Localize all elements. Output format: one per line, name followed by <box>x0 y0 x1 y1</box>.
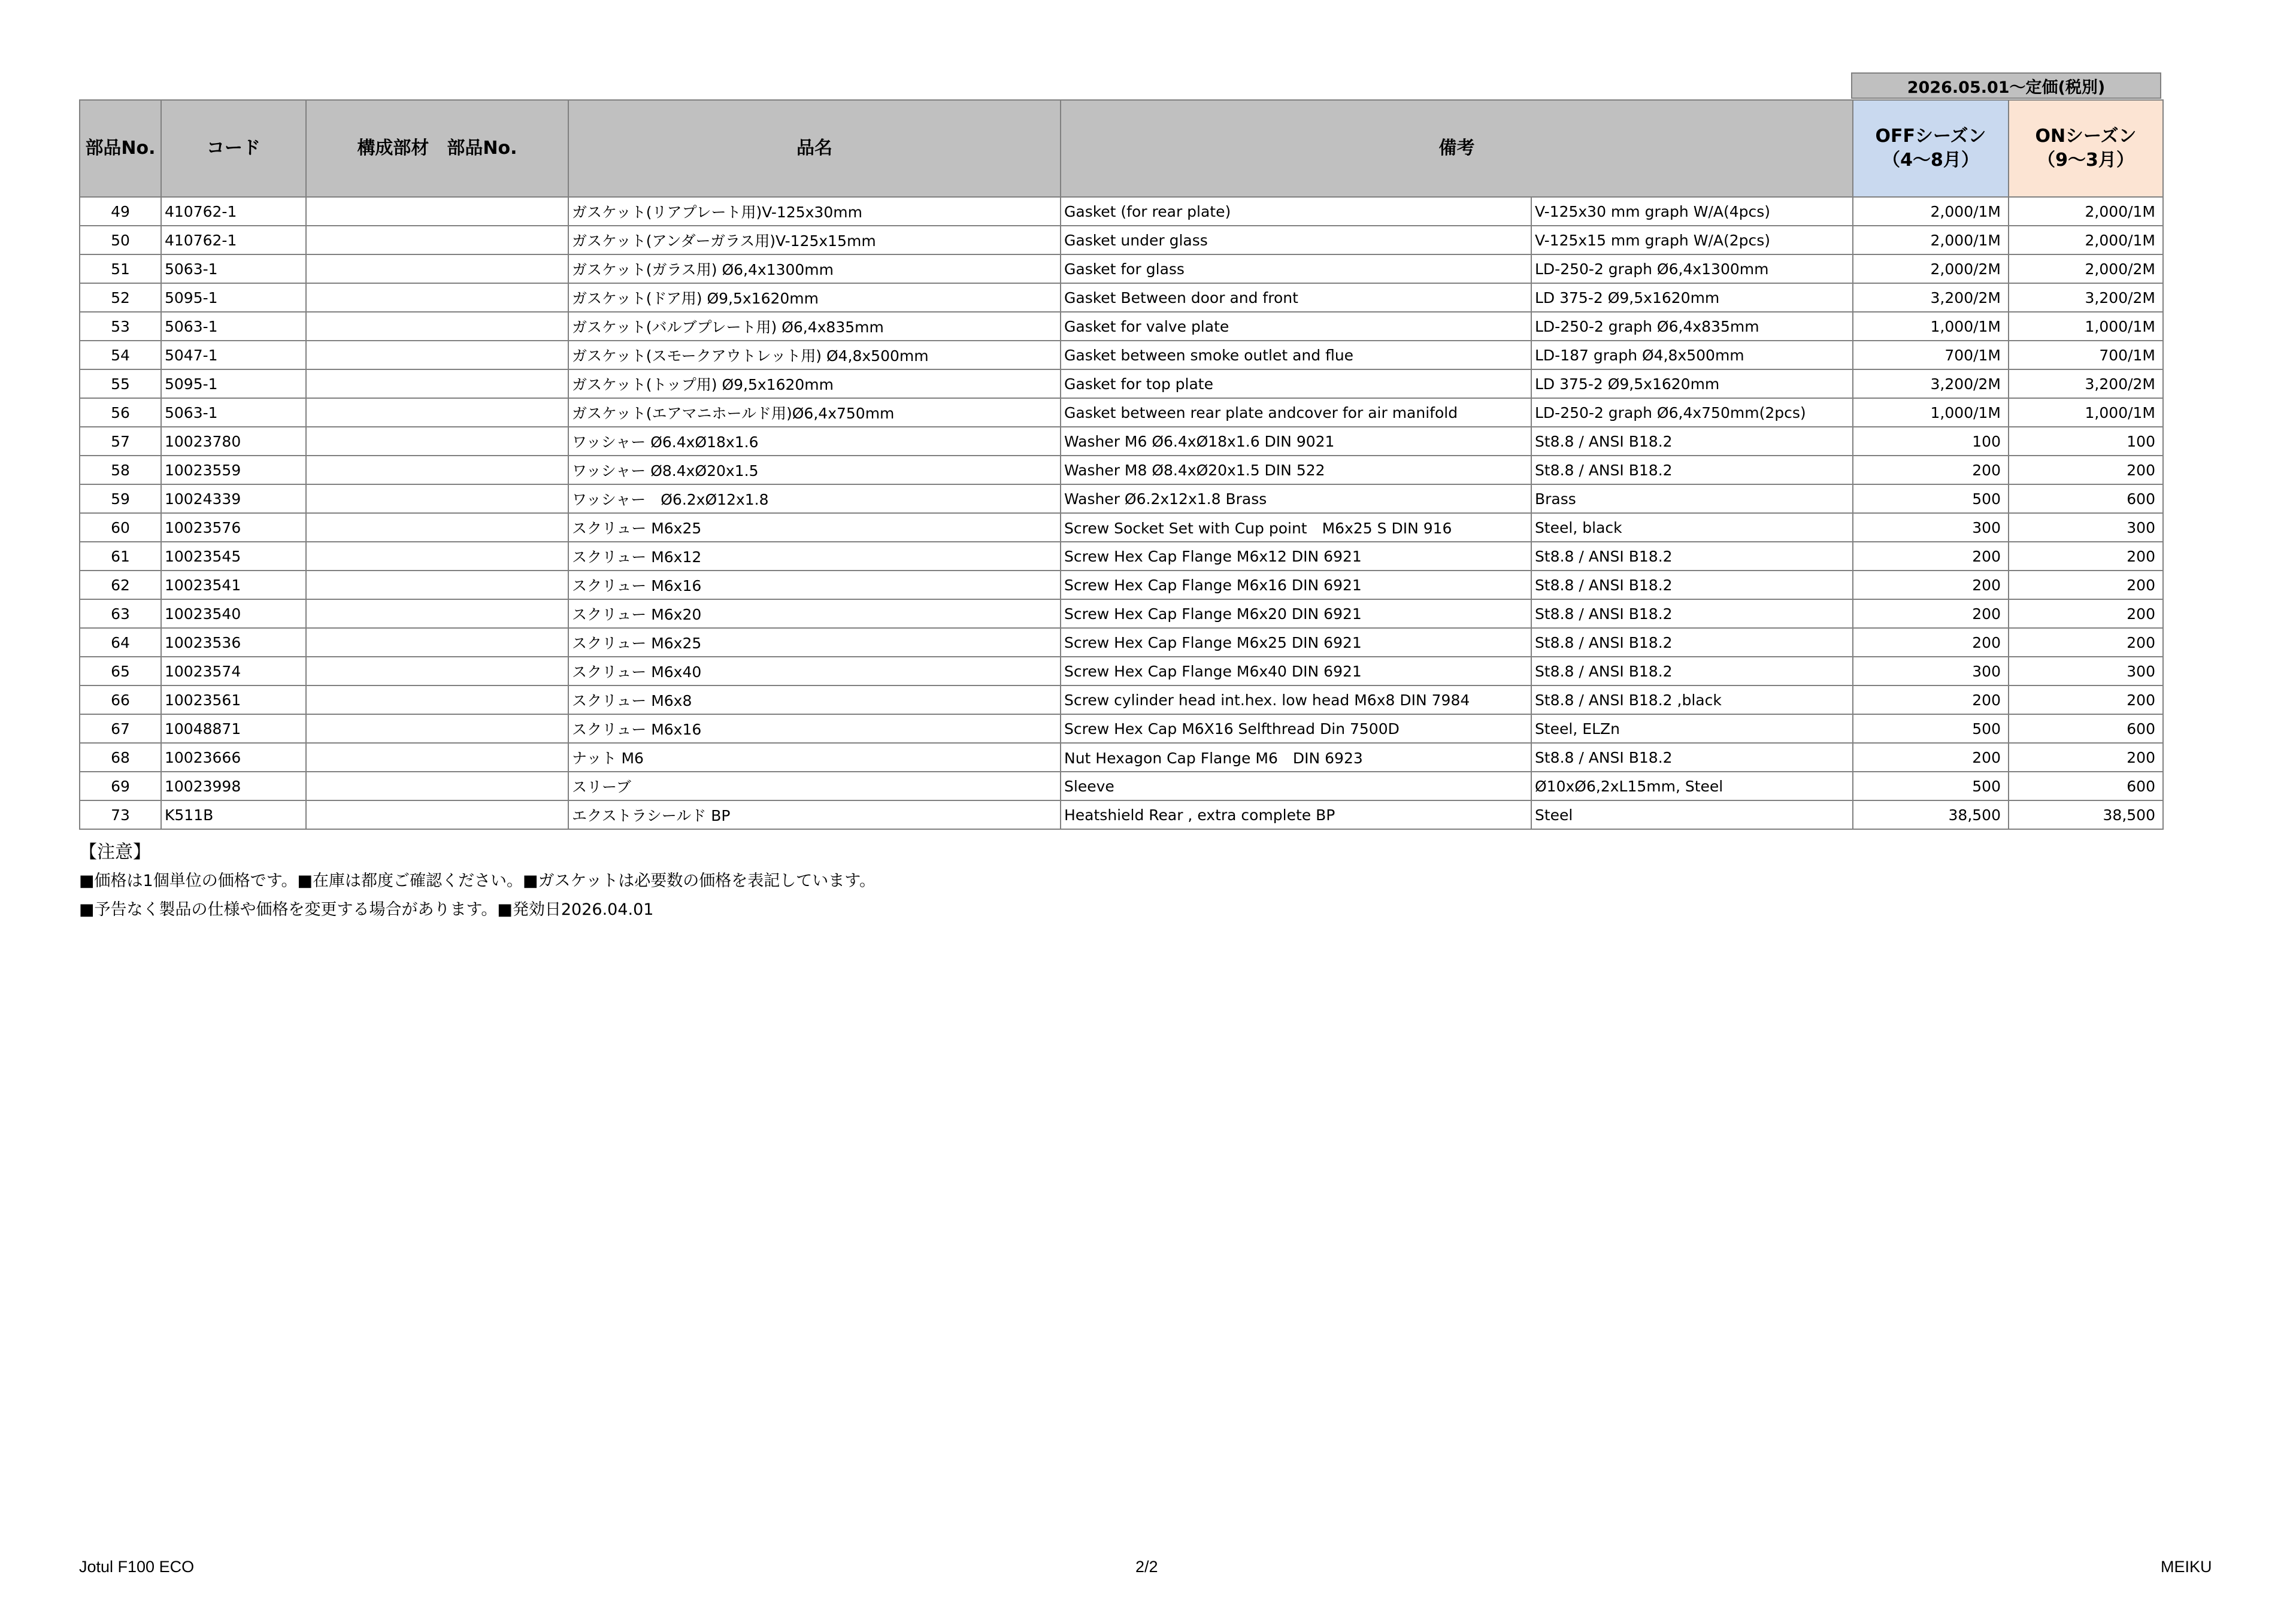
cell-component-no <box>306 283 568 312</box>
cell-off-price: 3,200/2M <box>1853 283 2009 312</box>
cell-remark: Washer M8 Ø8.4xØ20x1.5 DIN 522 <box>1061 456 1531 484</box>
cell-off-price: 100 <box>1853 427 2009 456</box>
cell-name: ガスケット(バルブプレート用) Ø6,4x835mm <box>568 312 1061 341</box>
cell-off-price: 3,200/2M <box>1853 369 2009 398</box>
cell-on-price: 300 <box>2009 657 2163 685</box>
cell-remark: Screw Hex Cap Flange M6x40 DIN 6921 <box>1061 657 1531 685</box>
off-season-months: （4～8月） <box>1882 150 1979 171</box>
cell-off-price: 38,500 <box>1853 800 2009 829</box>
cell-remark: Screw Hex Cap Flange M6x25 DIN 6921 <box>1061 628 1531 657</box>
cell-component-no <box>306 714 568 743</box>
cell-component-no <box>306 743 568 772</box>
cell-part-no: 66 <box>80 685 161 714</box>
cell-part-no: 73 <box>80 800 161 829</box>
table-row <box>80 341 2163 369</box>
off-season-label: OFFシーズン <box>1875 126 1986 147</box>
cell-code: 10023540 <box>161 599 306 628</box>
cell-part-no: 50 <box>80 226 161 254</box>
table-row <box>80 714 2163 743</box>
footer-left-model: Jotul F100 ECO <box>79 1558 195 1576</box>
footer-page-number: 2/2 <box>1135 1558 1158 1576</box>
cell-off-price: 1,000/1M <box>1853 312 2009 341</box>
cell-off-price: 2,000/1M <box>1853 197 2009 226</box>
cell-spec: V-125x30 mm graph W/A(4pcs) <box>1531 197 1853 226</box>
cell-component-no <box>306 513 568 542</box>
table-row <box>80 657 2163 685</box>
cell-code: 10023545 <box>161 542 306 571</box>
cell-part-no: 68 <box>80 743 161 772</box>
cell-spec: St8.8 / ANSI B18.2 <box>1531 427 1853 456</box>
cell-name: ワッシャー Ø8.4xØ20x1.5 <box>568 456 1061 484</box>
cell-spec: St8.8 / ANSI B18.2 <box>1531 599 1853 628</box>
cell-off-price: 1,000/1M <box>1853 398 2009 427</box>
cell-off-price: 500 <box>1853 772 2009 800</box>
cell-part-no: 51 <box>80 254 161 283</box>
cell-code: 10023666 <box>161 743 306 772</box>
cell-component-no <box>306 427 568 456</box>
cell-off-price: 700/1M <box>1853 341 2009 369</box>
cell-on-price: 2,000/2M <box>2009 254 2163 283</box>
table-row <box>80 571 2163 599</box>
cell-remark: Nut Hexagon Cap Flange M6 DIN 6923 <box>1061 743 1531 772</box>
cell-spec: St8.8 / ANSI B18.2 <box>1531 571 1853 599</box>
cell-component-no <box>306 685 568 714</box>
cell-part-no: 56 <box>80 398 161 427</box>
cell-on-price: 300 <box>2009 513 2163 542</box>
cell-component-no <box>306 800 568 829</box>
table-row <box>80 599 2163 628</box>
cell-name: スクリュー M6x20 <box>568 599 1061 628</box>
cell-name: ガスケット(ドア用) Ø9,5x1620mm <box>568 283 1061 312</box>
notes-line-2: ■予告なく製品の仕様や価格を変更する場合があります。■発効日2026.04.01 <box>79 900 654 919</box>
cell-off-price: 500 <box>1853 714 2009 743</box>
table-row <box>80 772 2163 800</box>
cell-name: ワッシャー Ø6.4xØ18x1.6 <box>568 427 1061 456</box>
cell-name: スクリュー M6x25 <box>568 513 1061 542</box>
cell-code: 10023574 <box>161 657 306 685</box>
cell-name: スリーブ <box>568 772 1061 800</box>
cell-code: 5063-1 <box>161 398 306 427</box>
cell-spec: Ø10xØ6,2xL15mm, Steel <box>1531 772 1853 800</box>
cell-on-price: 38,500 <box>2009 800 2163 829</box>
cell-remark: Gasket for top plate <box>1061 369 1531 398</box>
notes-line-1: ■価格は1個単位の価格です。■在庫は都度ご確認ください。■ガスケットは必要数の価格を表記しています。 <box>79 872 876 890</box>
cell-code: 10048871 <box>161 714 306 743</box>
table-header-row <box>80 100 2163 197</box>
cell-code: 5095-1 <box>161 369 306 398</box>
cell-off-price: 200 <box>1853 743 2009 772</box>
cell-remark: Gasket Between door and front <box>1061 283 1531 312</box>
cell-remark: Gasket between rear plate andcover for air manifold <box>1061 398 1531 427</box>
cell-code: 10024339 <box>161 484 306 513</box>
cell-on-price: 700/1M <box>2009 341 2163 369</box>
cell-name: ガスケット(リアプレート用)V-125x30mm <box>568 197 1061 226</box>
cell-on-price: 100 <box>2009 427 2163 456</box>
cell-code: K511B <box>161 800 306 829</box>
cell-name: スクリュー M6x16 <box>568 714 1061 743</box>
cell-on-price: 600 <box>2009 484 2163 513</box>
cell-off-price: 200 <box>1853 456 2009 484</box>
cell-name: ガスケット(トップ用) Ø9,5x1620mm <box>568 369 1061 398</box>
cell-part-no: 69 <box>80 772 161 800</box>
cell-off-price: 2,000/2M <box>1853 254 2009 283</box>
cell-on-price: 2,000/1M <box>2009 197 2163 226</box>
cell-part-no: 58 <box>80 456 161 484</box>
cell-spec: St8.8 / ANSI B18.2 <box>1531 743 1853 772</box>
cell-off-price: 2,000/1M <box>1853 226 2009 254</box>
cell-part-no: 62 <box>80 571 161 599</box>
cell-spec: Steel, ELZn <box>1531 714 1853 743</box>
cell-remark: Screw Socket Set with Cup point M6x25 S DIN 916 <box>1061 513 1531 542</box>
cell-spec: LD-250-2 graph Ø6,4x1300mm <box>1531 254 1853 283</box>
table-row <box>80 743 2163 772</box>
cell-on-price: 2,000/1M <box>2009 226 2163 254</box>
col-header-code: コード <box>161 100 306 197</box>
cell-spec: St8.8 / ANSI B18.2 ,black <box>1531 685 1853 714</box>
table-row <box>80 398 2163 427</box>
cell-part-no: 63 <box>80 599 161 628</box>
cell-on-price: 200 <box>2009 628 2163 657</box>
cell-spec: LD 375-2 Ø9,5x1620mm <box>1531 283 1853 312</box>
cell-part-no: 60 <box>80 513 161 542</box>
table-row <box>80 456 2163 484</box>
cell-on-price: 200 <box>2009 599 2163 628</box>
notes-title: 【注意】 <box>79 842 151 863</box>
cell-code: 5047-1 <box>161 341 306 369</box>
cell-remark: Washer Ø6.2x12x1.8 Brass <box>1061 484 1531 513</box>
cell-remark: Gasket (for rear plate) <box>1061 197 1531 226</box>
cell-name: ガスケット(ガラス用) Ø6,4x1300mm <box>568 254 1061 283</box>
table-row <box>80 628 2163 657</box>
cell-component-no <box>306 254 568 283</box>
cell-spec: LD-187 graph Ø4,8x500mm <box>1531 341 1853 369</box>
cell-spec: LD 375-2 Ø9,5x1620mm <box>1531 369 1853 398</box>
cell-component-no <box>306 226 568 254</box>
cell-component-no <box>306 542 568 571</box>
cell-spec: LD-250-2 graph Ø6,4x750mm(2pcs) <box>1531 398 1853 427</box>
cell-part-no: 54 <box>80 341 161 369</box>
table-row <box>80 542 2163 571</box>
cell-on-price: 200 <box>2009 456 2163 484</box>
cell-part-no: 67 <box>80 714 161 743</box>
table-row <box>80 283 2163 312</box>
cell-name: ガスケット(アンダーガラス用)V-125x15mm <box>568 226 1061 254</box>
table-row <box>80 484 2163 513</box>
cell-spec: St8.8 / ANSI B18.2 <box>1531 657 1853 685</box>
cell-code: 410762-1 <box>161 197 306 226</box>
table-body <box>80 197 2163 829</box>
cell-off-price: 200 <box>1853 571 2009 599</box>
cell-code: 10023576 <box>161 513 306 542</box>
cell-component-no <box>306 657 568 685</box>
cell-part-no: 49 <box>80 197 161 226</box>
cell-name: スクリュー M6x12 <box>568 542 1061 571</box>
cell-off-price: 300 <box>1853 513 2009 542</box>
cell-on-price: 1,000/1M <box>2009 312 2163 341</box>
col-header-off-season <box>1853 100 2009 197</box>
cell-part-no: 53 <box>80 312 161 341</box>
table-row <box>80 197 2163 226</box>
cell-off-price: 200 <box>1853 542 2009 571</box>
col-header-remarks: 備考 <box>1061 100 1853 197</box>
cell-off-price: 500 <box>1853 484 2009 513</box>
cell-component-no <box>306 398 568 427</box>
cell-component-no <box>306 341 568 369</box>
cell-on-price: 3,200/2M <box>2009 283 2163 312</box>
cell-component-no <box>306 484 568 513</box>
table-row <box>80 312 2163 341</box>
table-row <box>80 685 2163 714</box>
price-date-header: 2026.05.01～定価(税別) <box>1851 72 2161 99</box>
cell-part-no: 52 <box>80 283 161 312</box>
cell-on-price: 600 <box>2009 772 2163 800</box>
cell-name: エクストラシールド BP <box>568 800 1061 829</box>
cell-remark: Screw Hex Cap Flange M6x20 DIN 6921 <box>1061 599 1531 628</box>
cell-name: スクリュー M6x8 <box>568 685 1061 714</box>
on-season-label: ONシーズン <box>2035 126 2137 147</box>
cell-off-price: 200 <box>1853 685 2009 714</box>
cell-code: 10023780 <box>161 427 306 456</box>
cell-off-price: 200 <box>1853 599 2009 628</box>
cell-component-no <box>306 312 568 341</box>
cell-code: 10023998 <box>161 772 306 800</box>
cell-remark: Screw Hex Cap Flange M6x12 DIN 6921 <box>1061 542 1531 571</box>
cell-spec: Steel <box>1531 800 1853 829</box>
col-header-on-season <box>2009 100 2163 197</box>
cell-spec: Brass <box>1531 484 1853 513</box>
cell-on-price: 200 <box>2009 542 2163 571</box>
table-row <box>80 254 2163 283</box>
cell-code: 10023536 <box>161 628 306 657</box>
table-row <box>80 800 2163 829</box>
notes-section <box>79 838 876 924</box>
col-header-part-no: 部品No. <box>80 100 161 197</box>
cell-component-no <box>306 456 568 484</box>
cell-code: 5063-1 <box>161 312 306 341</box>
cell-component-no <box>306 197 568 226</box>
cell-component-no <box>306 772 568 800</box>
cell-code: 5063-1 <box>161 254 306 283</box>
cell-part-no: 64 <box>80 628 161 657</box>
cell-component-no <box>306 628 568 657</box>
cell-code: 10023561 <box>161 685 306 714</box>
cell-remark: Gasket for glass <box>1061 254 1531 283</box>
cell-on-price: 200 <box>2009 571 2163 599</box>
cell-remark: Heatshield Rear , extra complete BP <box>1061 800 1531 829</box>
cell-remark: Washer M6 Ø6.4xØ18x1.6 DIN 9021 <box>1061 427 1531 456</box>
parts-price-table <box>79 99 2164 830</box>
cell-name: ガスケット(エアマニホールド用)Ø6,4x750mm <box>568 398 1061 427</box>
cell-on-price: 3,200/2M <box>2009 369 2163 398</box>
col-header-component-no: 構成部材 部品No. <box>306 100 568 197</box>
cell-part-no: 57 <box>80 427 161 456</box>
cell-code: 5095-1 <box>161 283 306 312</box>
cell-part-no: 55 <box>80 369 161 398</box>
cell-name: スクリュー M6x25 <box>568 628 1061 657</box>
cell-code: 10023541 <box>161 571 306 599</box>
cell-remark: Screw Hex Cap M6X16 Selfthread Din 7500D <box>1061 714 1531 743</box>
cell-part-no: 59 <box>80 484 161 513</box>
cell-remark: Gasket under glass <box>1061 226 1531 254</box>
cell-name: ワッシャー Ø6.2xØ12x1.8 <box>568 484 1061 513</box>
cell-on-price: 200 <box>2009 685 2163 714</box>
cell-remark: Gasket for valve plate <box>1061 312 1531 341</box>
cell-name: スクリュー M6x40 <box>568 657 1061 685</box>
cell-component-no <box>306 571 568 599</box>
cell-code: 410762-1 <box>161 226 306 254</box>
cell-part-no: 65 <box>80 657 161 685</box>
cell-on-price: 1,000/1M <box>2009 398 2163 427</box>
cell-spec: LD-250-2 graph Ø6,4x835mm <box>1531 312 1853 341</box>
cell-spec: St8.8 / ANSI B18.2 <box>1531 542 1853 571</box>
cell-remark: Screw cylinder head int.hex. low head M6x8 DIN 7984 <box>1061 685 1531 714</box>
cell-component-no <box>306 599 568 628</box>
cell-spec: Steel, black <box>1531 513 1853 542</box>
on-season-months: （9～3月） <box>2037 150 2134 171</box>
cell-remark: Gasket between smoke outlet and flue <box>1061 341 1531 369</box>
table-row <box>80 369 2163 398</box>
cell-spec: St8.8 / ANSI B18.2 <box>1531 628 1853 657</box>
table-row <box>80 226 2163 254</box>
cell-on-price: 600 <box>2009 714 2163 743</box>
cell-code: 10023559 <box>161 456 306 484</box>
cell-remark: Screw Hex Cap Flange M6x16 DIN 6921 <box>1061 571 1531 599</box>
cell-off-price: 300 <box>1853 657 2009 685</box>
cell-component-no <box>306 369 568 398</box>
footer-right-brand: MEIKU <box>2161 1558 2212 1576</box>
cell-part-no: 61 <box>80 542 161 571</box>
cell-name: ガスケット(スモークアウトレット用) Ø4,8x500mm <box>568 341 1061 369</box>
cell-off-price: 200 <box>1853 628 2009 657</box>
col-header-name: 品名 <box>568 100 1061 197</box>
cell-remark: Sleeve <box>1061 772 1531 800</box>
table-row <box>80 513 2163 542</box>
cell-on-price: 200 <box>2009 743 2163 772</box>
table-row <box>80 427 2163 456</box>
cell-name: ナット M6 <box>568 743 1061 772</box>
cell-spec: V-125x15 mm graph W/A(2pcs) <box>1531 226 1853 254</box>
cell-spec: St8.8 / ANSI B18.2 <box>1531 456 1853 484</box>
cell-name: スクリュー M6x16 <box>568 571 1061 599</box>
